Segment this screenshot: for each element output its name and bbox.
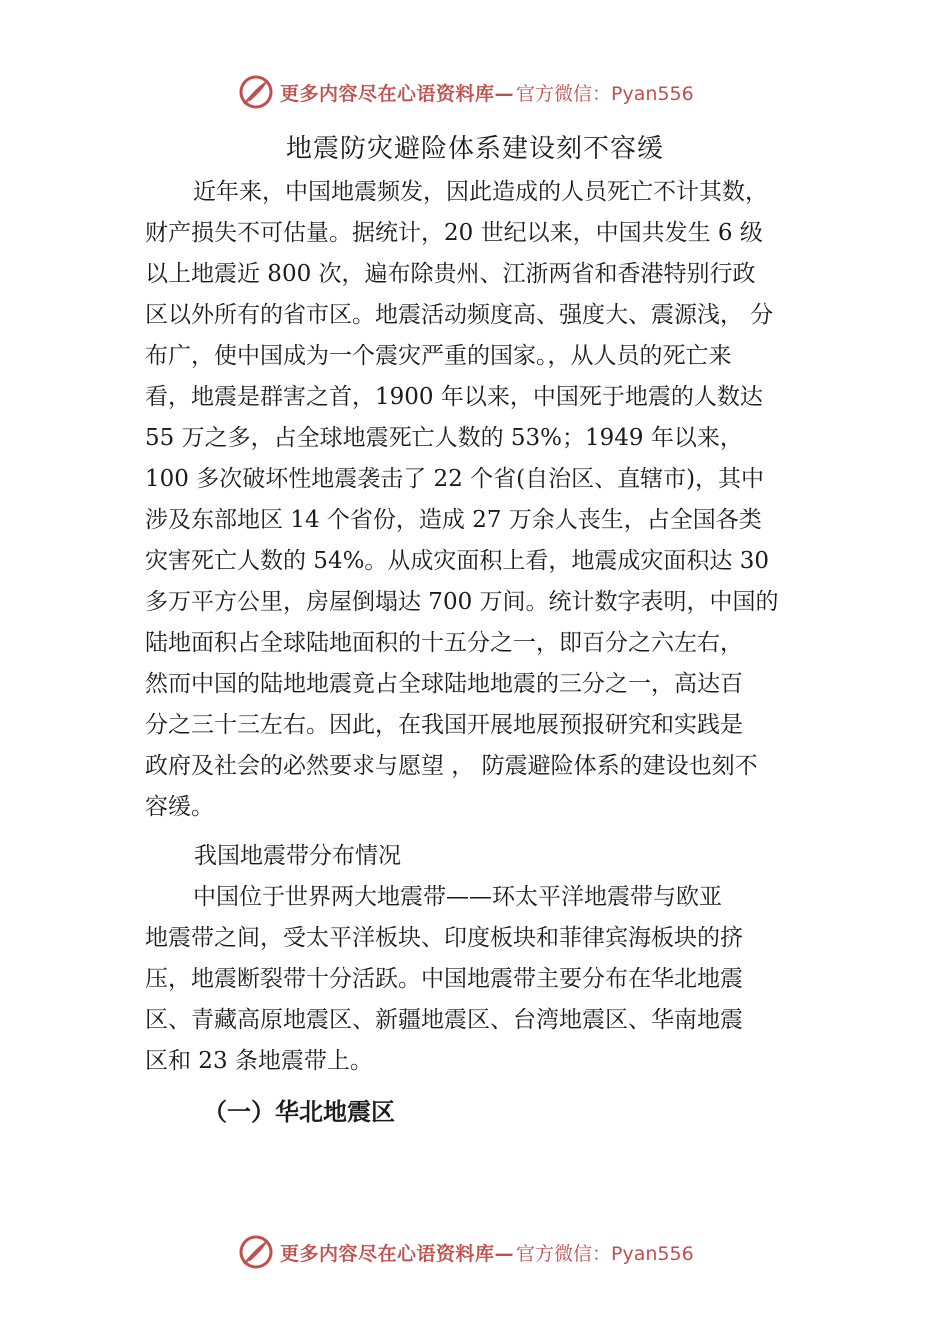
document-title: 地震防灾避险体系建设刻不容缓	[285, 134, 664, 164]
paragraph-line: 政府及社会的必然要求与愿望 ， 防震避险体系的建设也刻不	[145, 753, 758, 779]
header-watermark-banner	[238, 72, 758, 112]
banner-wechat-text: 官方微信：Pyan556	[516, 82, 694, 105]
paragraph-seismic-belts	[145, 877, 835, 1082]
paragraph-line: 区以外所有的省市区。地震活动频度高、强度大、震源浅， 分	[145, 302, 774, 328]
banner-wechat-text: 官方微信：Pyan556	[516, 1242, 694, 1265]
quill-circle-logo-icon	[238, 74, 274, 110]
paragraph-line: 财产损失不可估量。据统计，20 世纪以来，中国共发生 6 级	[145, 220, 763, 246]
paragraph-line: 压，地震断裂带十分活跃。中国地震带主要分布在华北地震	[145, 966, 743, 992]
paragraph-line: 涉及东部地区 14 个省份，造成 27 万余人丧生，占全国各类	[145, 507, 762, 533]
paragraph-line: 布广，使中国成为一个震灾严重的国家。，从人员的死亡来	[145, 343, 732, 369]
paragraph-line: 55 万之多，占全球地震死亡人数的 53%；1949 年以来，	[145, 425, 743, 451]
paragraph-line: 容缓。	[145, 794, 214, 820]
paragraph-line: 多万平方公里，房屋倒塌达 700 万间。统计数字表明，中国的	[145, 589, 779, 615]
paragraph-line: 地震带之间，受太平洋板块、印度板块和菲律宾海板块的挤	[145, 925, 743, 951]
paragraph-line: 然而中国的陆地地震竟占全球陆地地震的三分之一，高达百	[145, 671, 743, 697]
paragraph-intro	[145, 172, 835, 828]
paragraph-line: 看，地震是群害之首，1900 年以来，中国死于地震的人数达	[145, 384, 763, 410]
paragraph-line: 灾害死亡人数的 54%。从成灾面积上看，地震成灾面积达 30	[145, 548, 770, 574]
paragraph-line: 陆地面积占全球陆地面积的十五分之一，即百分之六左右，	[145, 630, 743, 656]
paragraph-line: 中国位于世界两大地震带——环太平洋地震带与欧亚	[193, 884, 722, 910]
paragraph-line: 近年来，中国地震频发，因此造成的人员死亡不计其数，	[193, 179, 768, 205]
subheading-seismic-belts: 我国地震带分布情况	[194, 843, 401, 869]
quill-circle-logo-icon	[238, 1234, 274, 1270]
section-heading-north-china: （一）华北地震区	[203, 1098, 395, 1126]
footer-watermark-banner	[238, 1232, 758, 1272]
banner-main-text: 更多内容尽在心语资料库—	[280, 1242, 515, 1265]
paragraph-line: 100 多次破坏性地震袭击了 22 个省(自治区、直辖市)，其中	[145, 466, 765, 492]
banner-main-text: 更多内容尽在心语资料库—	[280, 82, 515, 105]
paragraph-line: 以上地震近 800 次，遍布除贵州、江浙两省和香港特别行政	[145, 261, 756, 287]
paragraph-line: 分之三十三左右。因此，在我国开展地展预报研究和实践是	[145, 712, 743, 738]
paragraph-line: 区、青藏高原地震区、新疆地震区、台湾地震区、华南地震	[145, 1007, 743, 1033]
paragraph-line: 区和 23 条地震带上。	[145, 1048, 373, 1074]
